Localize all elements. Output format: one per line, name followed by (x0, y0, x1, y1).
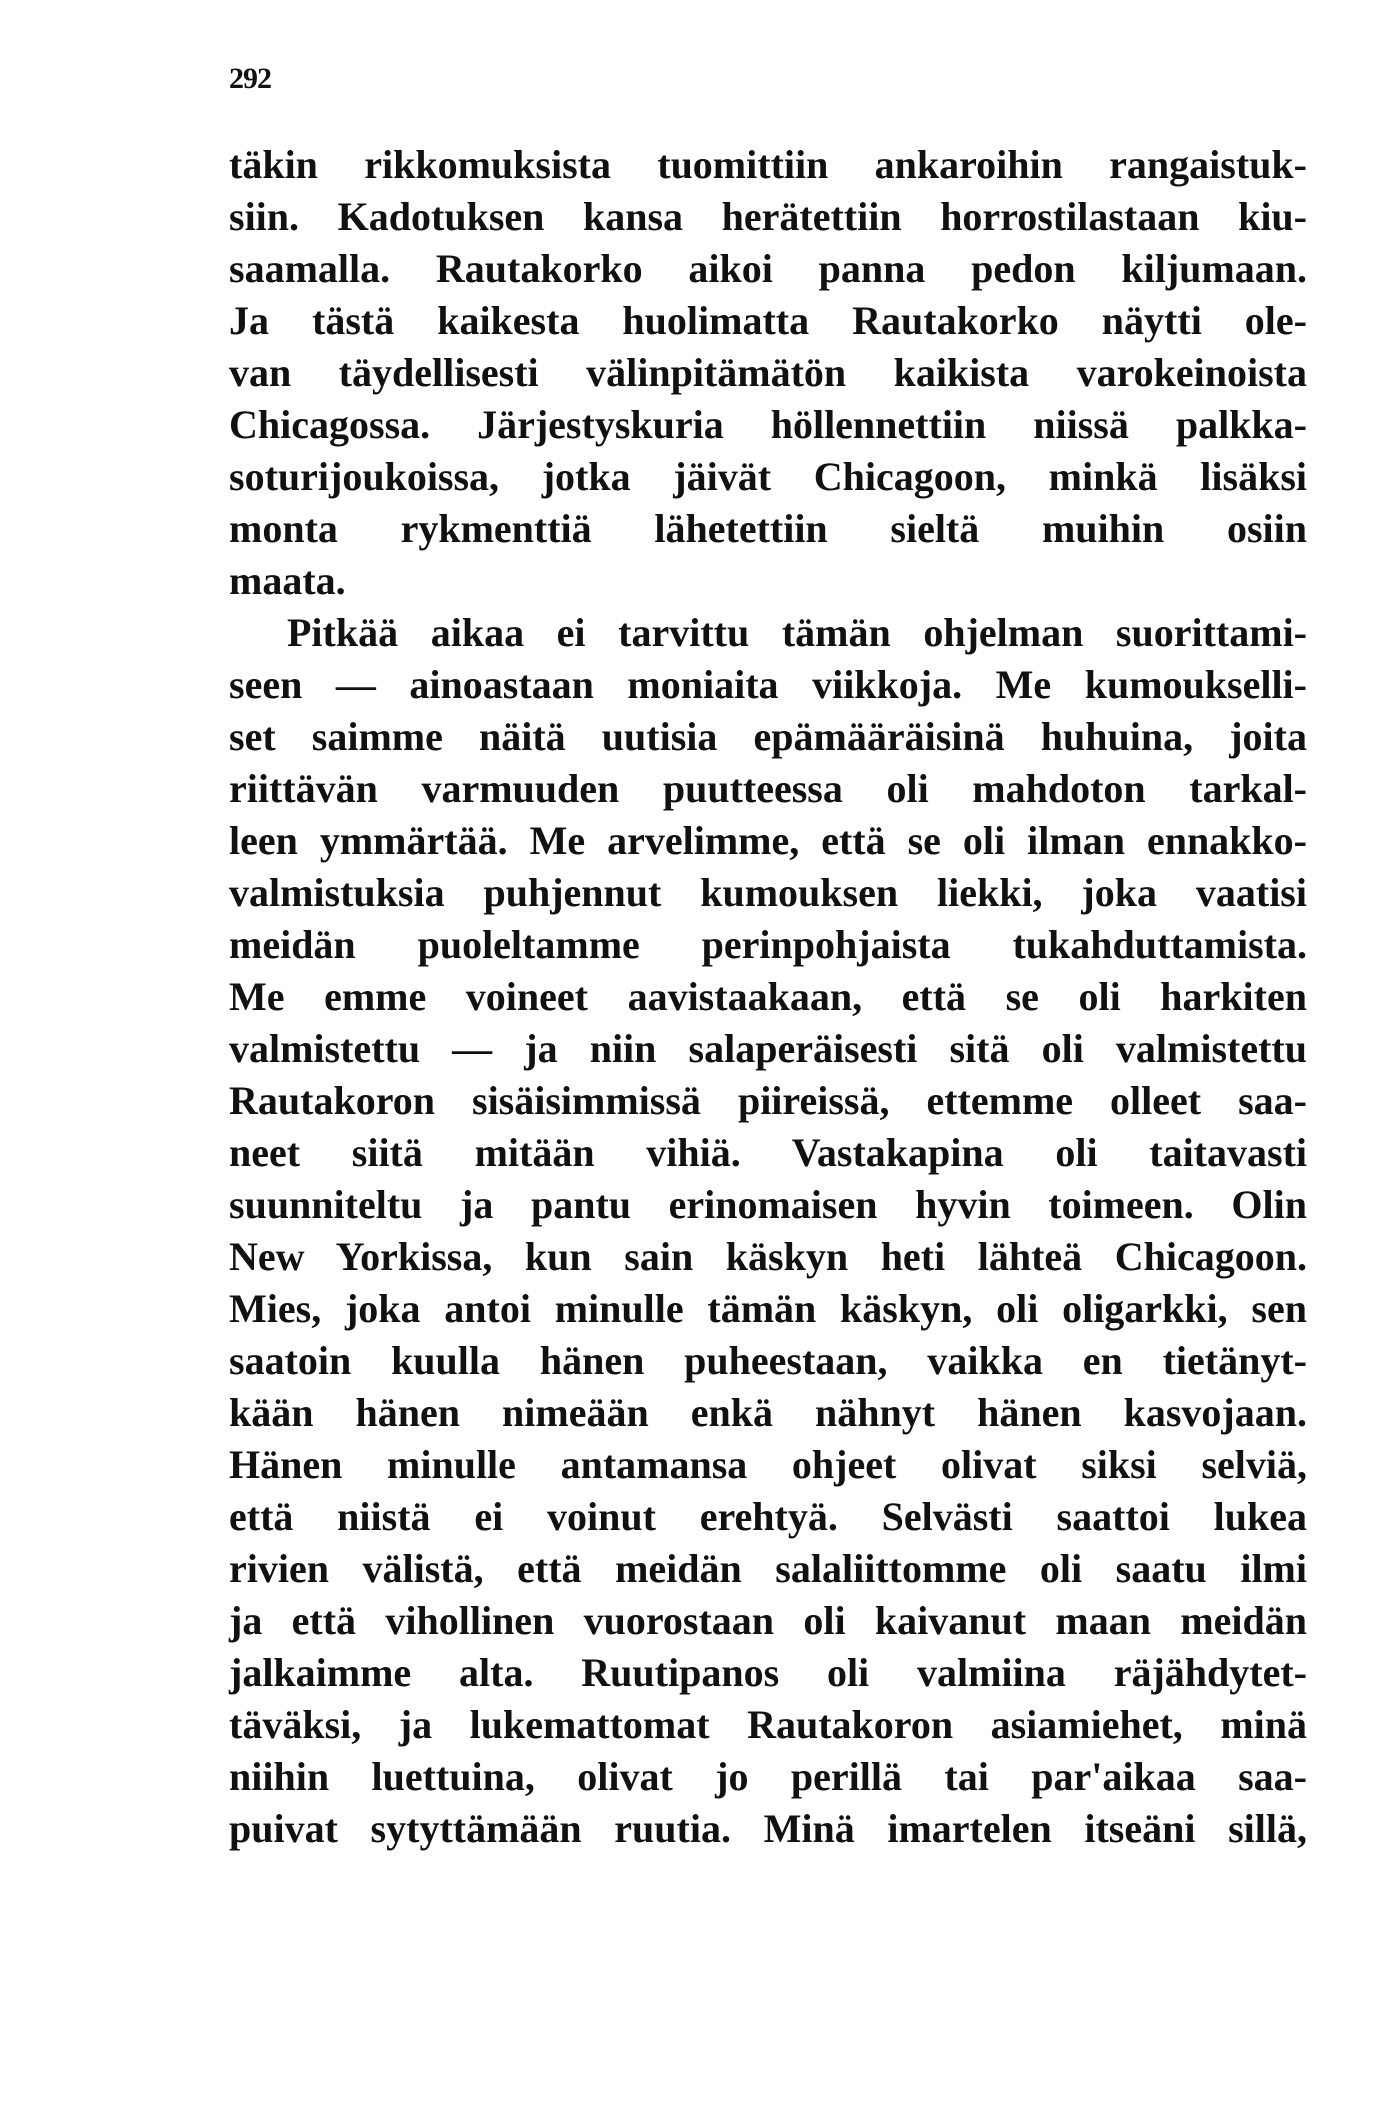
text-line: neet siitä mitään vihiä. Vastakapina oli taitavasti (229, 1130, 1307, 1175)
text-line: valmistettu — ja niin salaperäisesti sitä oli valmistettu (229, 1026, 1307, 1071)
text-line: leen ymmärtää. Me arvelimme, että se oli ilman ennakko- (229, 818, 1307, 863)
text-line: jalkaimme alta. Ruutipanos oli valmiina räjähdytet- (229, 1650, 1307, 1695)
text-line: Chicagossa. Järjestyskuria höllennettiin niissä palkka- (229, 402, 1307, 447)
text-line: valmistuksia puhjennut kumouksen liekki, joka vaatisi (229, 870, 1307, 915)
text-line: set saimme näitä uutisia epämääräisinä huhuina, joita (229, 714, 1307, 759)
text-line: kään hänen nimeään enkä nähnyt hänen kasvojaan. (229, 1390, 1307, 1435)
text-line: ja että vihollinen vuorostaan oli kaivanut maan meidän (229, 1598, 1307, 1643)
text-line: niihin luettuina, olivat jo perillä tai par'aikaa saa- (229, 1754, 1307, 1799)
text-line: riittävän varmuuden puutteessa oli mahdoton tarkal- (229, 766, 1307, 811)
page-number: 292 (229, 62, 271, 95)
body-text (229, 139, 1307, 1855)
text-line: rivien välistä, että meidän salaliittomme oli saatu ilmi (229, 1546, 1307, 1591)
text-line: seen — ainoastaan moniaita viikkoja. Me kumoukselli- (229, 662, 1307, 707)
text-line: Rautakoron sisäisimmissä piireissä, ettemme olleet saa- (229, 1078, 1307, 1123)
text-line: Mies, joka antoi minulle tämän käskyn, oli oligarkki, sen (229, 1286, 1307, 1331)
text-line: saatoin kuulla hänen puheestaan, vaikka en tietänyt- (229, 1338, 1307, 1383)
text-line: soturijoukoissa, jotka jäivät Chicagoon, minkä lisäksi (229, 454, 1307, 499)
text-line: maata. (229, 558, 346, 603)
text-line: täväksi, ja lukemattomat Rautakoron asiamiehet, minä (229, 1702, 1307, 1747)
text-line: monta rykmenttiä lähetettiin sieltä muihin osiin (229, 506, 1307, 551)
text-line: täkin rikkomuksista tuomittiin ankaroihin rangaistuk- (229, 142, 1307, 187)
text-line: van täydellisesti välinpitämätön kaikista varokeinoista (229, 350, 1307, 395)
text-line: että niistä ei voinut erehtyä. Selvästi saattoi lukea (229, 1494, 1307, 1539)
text-line: New Yorkissa, kun sain käskyn heti lähteä Chicagoon. (229, 1234, 1307, 1279)
text-line: Pitkää aikaa ei tarvittu tämän ohjelman suorittami- (287, 610, 1307, 655)
text-line: meidän puoleltamme perinpohjaista tukahduttamista. (229, 922, 1307, 967)
paragraph (229, 607, 1307, 1855)
text-line: Me emme voineet aavistaakaan, että se oli harkiten (229, 974, 1307, 1019)
text-line: suunniteltu ja pantu erinomaisen hyvin toimeen. Olin (229, 1182, 1307, 1227)
text-line: saamalla. Rautakorko aikoi panna pedon kiljumaan. (229, 246, 1307, 291)
text-line: Ja tästä kaikesta huolimatta Rautakorko näytti ole- (229, 298, 1307, 343)
text-line: puivat sytyttämään ruutia. Minä imartelen itseäni sillä, (229, 1806, 1307, 1851)
text-line: Hänen minulle antamansa ohjeet olivat siksi selviä, (229, 1442, 1307, 1487)
paragraph (229, 139, 1307, 607)
text-line: siin. Kadotuksen kansa herätettiin horrostilastaan kiu- (229, 194, 1307, 239)
